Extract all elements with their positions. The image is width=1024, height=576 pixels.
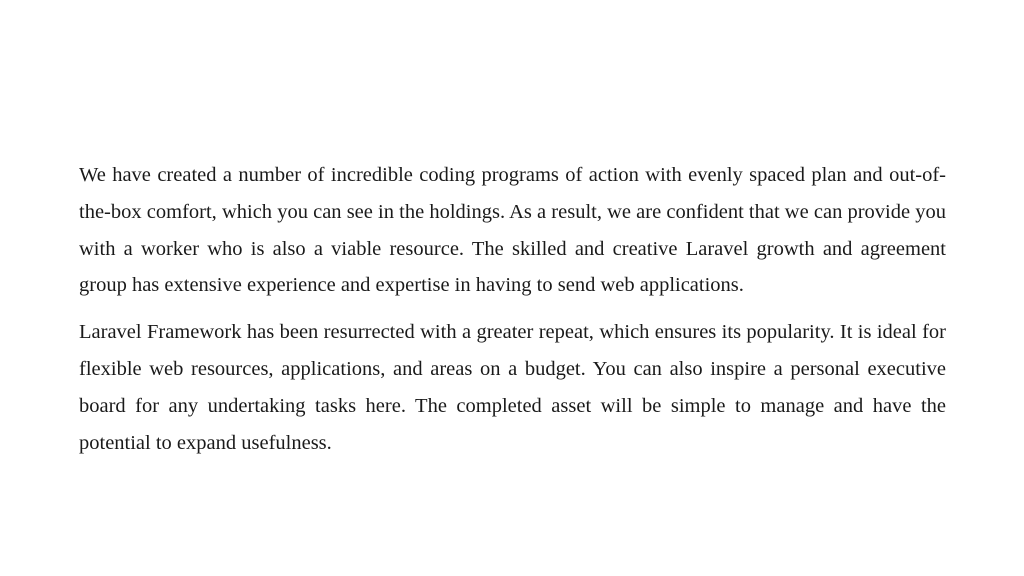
document-body — [79, 157, 946, 461]
paragraph-2: Laravel Framework has been resurrected with a greater repeat, which ensures its popularity. It is ideal for flexible web resources, applications, and areas on a budget. You can also inspire a personal executive board for any undertaking tasks here. The completed asset will be simple to manage and have the potential to expand usefulness. — [79, 321, 946, 454]
paragraph-1: We have created a number of incredible coding programs of action with evenly spaced plan and out-of-the-box comfort, which you can see in the holdings. As a result, we are confident that we can provide you with a worker who is also a viable resource. The skilled and creative Laravel growth and agreement group has extensive experience and expertise in having to send web applications. — [79, 164, 946, 297]
